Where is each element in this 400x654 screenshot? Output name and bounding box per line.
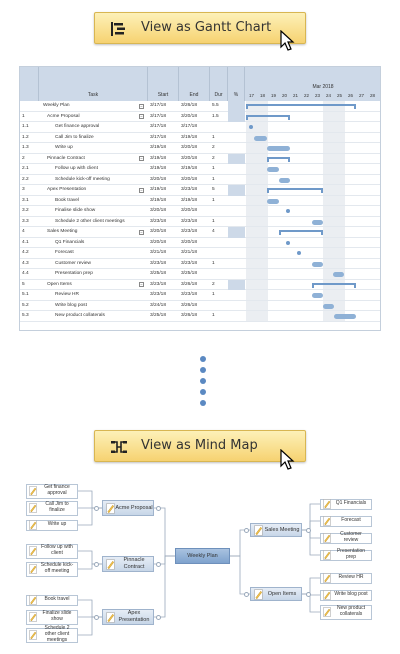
collapse-toggle[interactable]: −	[140, 156, 143, 161]
end-cell[interactable]: 3/19/18	[181, 197, 198, 203]
id-cell[interactable]: 4	[22, 229, 25, 234]
id-cell[interactable]: 4.3	[22, 260, 29, 266]
dur-cell[interactable]: 1.5	[212, 113, 219, 119]
mind-map-center-node[interactable]: Weekly Plan	[175, 548, 230, 564]
mouse-cursor-icon	[280, 449, 296, 471]
gantt-row[interactable]	[20, 259, 380, 270]
mind-map-leaf-node[interactable]	[320, 590, 372, 601]
connector-line	[302, 594, 320, 612]
expand-connector[interactable]	[94, 562, 99, 567]
mind-map-branch-node[interactable]	[102, 500, 154, 516]
leaf-label: Get finance approval	[44, 484, 70, 496]
branch-label: Sales Meeting	[264, 526, 300, 533]
mind-map-leaf-node[interactable]	[320, 573, 372, 584]
end-cell[interactable]: 3/20/18	[181, 145, 198, 150]
end-cell[interactable]: 3/23/18	[181, 260, 198, 266]
note-icon	[29, 612, 37, 622]
end-cell[interactable]: 3/26/18	[181, 281, 198, 287]
start-cell[interactable]: 3/23/18	[150, 281, 167, 287]
note-icon	[29, 630, 37, 640]
gantt-row[interactable]	[20, 185, 380, 196]
note-icon	[323, 607, 331, 617]
collapse-toggle[interactable]: −	[140, 229, 143, 235]
id-cell[interactable]: 2	[22, 155, 25, 161]
expand-connector[interactable]	[306, 528, 311, 533]
end-cell[interactable]: 3/26/18	[181, 103, 198, 108]
branch-label: Acme Proposal	[115, 504, 153, 511]
mind-map-branch-node[interactable]	[250, 587, 302, 601]
dur-cell[interactable]: 2	[212, 155, 215, 161]
task-bar[interactable]	[267, 167, 279, 172]
task-cell[interactable]: Book travel	[55, 197, 79, 203]
mouse-cursor-icon	[280, 30, 296, 52]
day-label: 17	[248, 93, 254, 98]
start-cell[interactable]: 3/17/18	[150, 103, 167, 108]
summary-bar-end	[267, 188, 269, 193]
mind-map-leaf-node[interactable]	[26, 625, 78, 643]
start-cell[interactable]: 3/17/18	[150, 124, 167, 129]
percent-cell[interactable]	[228, 280, 245, 291]
summary-bar-end	[288, 157, 290, 162]
ellipsis-dot	[200, 367, 206, 373]
end-cell[interactable]: 3/25/18	[181, 271, 198, 276]
expand-connector[interactable]	[156, 506, 161, 511]
day-label: 20	[281, 93, 287, 98]
start-cell[interactable]: 3/21/18	[150, 250, 167, 255]
start-cell[interactable]: 3/19/18	[150, 166, 167, 171]
mind-map-leaf-node[interactable]	[320, 550, 372, 561]
dur-cell[interactable]: 1	[212, 218, 215, 224]
task-bar[interactable]	[267, 199, 279, 204]
task-bar[interactable]	[267, 146, 290, 151]
id-cell[interactable]: 5.2	[22, 302, 29, 308]
connector-line	[230, 530, 250, 556]
collapse-toggle[interactable]: −	[140, 187, 143, 193]
connector-line	[154, 508, 175, 556]
expand-connector[interactable]	[306, 592, 311, 597]
day-label: 21	[292, 93, 298, 98]
task-cell[interactable]: Presentation prep	[55, 271, 93, 276]
task-bar[interactable]	[312, 262, 323, 267]
task-cell[interactable]: Weekly Plan	[43, 103, 70, 108]
note-icon	[106, 612, 115, 623]
column-header-id[interactable]	[20, 67, 39, 101]
task-bar[interactable]	[323, 304, 334, 309]
id-cell[interactable]: 5	[22, 281, 25, 287]
start-cell[interactable]: 3/23/18	[150, 218, 167, 224]
task-bar[interactable]	[254, 136, 267, 141]
dur-cell[interactable]	[212, 269, 228, 280]
percent-cell[interactable]	[228, 101, 245, 112]
summary-bar-end	[246, 104, 248, 109]
milestone-marker[interactable]	[286, 241, 290, 245]
gantt-row[interactable]	[20, 101, 380, 112]
connector-line	[78, 600, 102, 617]
mind-map-leaf-node[interactable]	[26, 562, 78, 577]
note-icon	[254, 589, 263, 600]
task-bar[interactable]	[279, 178, 290, 183]
percent-cell[interactable]	[228, 154, 245, 165]
dur-cell[interactable]: 1	[212, 134, 215, 140]
task-cell[interactable]: Call Jim to finalize	[55, 134, 94, 140]
dur-cell[interactable]: 1	[212, 166, 215, 171]
summary-bar[interactable]	[267, 188, 323, 190]
summary-bar-end	[279, 230, 281, 235]
task-cell[interactable]: Schedule 2 other client meetings	[55, 218, 125, 224]
end-cell[interactable]: 3/20/18	[181, 176, 198, 182]
milestone-marker[interactable]	[297, 251, 301, 255]
leaf-label: Write blog post	[334, 591, 368, 598]
expand-connector[interactable]	[94, 615, 99, 620]
summary-bar[interactable]	[246, 104, 356, 106]
collapse-toggle[interactable]: −	[140, 114, 143, 119]
dur-cell[interactable]: 5	[212, 187, 215, 192]
mind-map-leaf-node[interactable]	[26, 610, 78, 625]
dur-cell[interactable]	[212, 206, 228, 217]
day-label: 28	[369, 93, 375, 98]
mind-map-leaf-node[interactable]	[320, 516, 372, 527]
dur-cell[interactable]: 1	[212, 176, 215, 182]
note-icon	[323, 533, 331, 543]
connector-line	[230, 556, 250, 594]
note-icon	[254, 525, 263, 536]
day-label: 18	[259, 93, 265, 98]
mind-map-leaf-node[interactable]	[320, 605, 372, 620]
mind-map-leaf-node[interactable]	[320, 533, 372, 544]
connector-line	[78, 491, 102, 508]
leaf-label: Schedule 2 other client meetings	[44, 625, 70, 643]
connector-line	[302, 530, 320, 538]
note-icon	[29, 520, 37, 530]
note-icon	[323, 499, 331, 509]
gantt-chart	[19, 66, 381, 331]
leaf-label: Book travel	[44, 596, 70, 603]
gantt-row[interactable]	[20, 175, 380, 186]
id-cell[interactable]: 1	[22, 113, 25, 119]
task-bar[interactable]	[312, 220, 323, 225]
day-label: 26	[347, 93, 353, 98]
leaf-label: Follow up with client	[41, 544, 73, 556]
month-label: Mar 2018	[312, 84, 334, 90]
leaf-label: New product collaterals	[336, 605, 366, 617]
mind-map-icon	[109, 437, 129, 457]
day-label: 25	[336, 93, 342, 98]
summary-bar-end	[288, 115, 290, 120]
mind-map-branch-node[interactable]	[102, 556, 154, 572]
leaf-label: Call Jim to finalize	[45, 501, 69, 513]
id-cell[interactable]: 1.3	[22, 145, 29, 150]
end-cell[interactable]: 3/23/18	[181, 187, 198, 192]
id-cell[interactable]	[22, 101, 39, 112]
id-cell[interactable]: 3	[22, 187, 25, 192]
gantt-row[interactable]	[20, 196, 380, 207]
note-icon	[29, 564, 37, 574]
id-cell[interactable]: 4.1	[22, 239, 29, 245]
summary-bar[interactable]	[312, 283, 356, 285]
connector-line	[302, 578, 320, 594]
column-header-start[interactable]: Start	[148, 67, 179, 101]
dur-cell[interactable]: 1	[212, 197, 215, 203]
task-cell[interactable]: Customer review	[55, 260, 91, 266]
start-cell[interactable]: 3/19/18	[150, 187, 167, 192]
start-cell[interactable]: 3/25/18	[150, 313, 167, 318]
start-cell[interactable]: 3/19/18	[150, 145, 167, 150]
leaf-label: Write up	[47, 521, 67, 528]
leaf-label: Schedule kick-off meeting	[40, 562, 74, 574]
mind-map-leaf-node[interactable]	[26, 544, 78, 559]
id-cell[interactable]: 2.2	[22, 176, 29, 182]
task-cell[interactable]: Acme Proposal	[47, 113, 80, 119]
ellipsis-dot	[200, 400, 206, 406]
end-cell[interactable]: 3/17/18	[181, 124, 198, 129]
summary-bar-end	[312, 283, 314, 288]
mind-map-leaf-node[interactable]	[26, 501, 78, 516]
gantt-row[interactable]	[20, 112, 380, 123]
summary-bar[interactable]	[246, 115, 290, 117]
gantt-header	[20, 67, 380, 101]
milestone-marker[interactable]	[286, 209, 290, 213]
summary-bar-end	[354, 104, 356, 109]
end-cell[interactable]: 3/21/18	[181, 250, 198, 255]
end-cell[interactable]: 3/19/18	[181, 134, 198, 140]
end-cell[interactable]: 3/20/18	[181, 239, 198, 245]
start-cell[interactable]: 3/19/18	[150, 197, 167, 203]
start-cell[interactable]: 3/24/18	[150, 302, 167, 308]
day-label: 23	[314, 93, 320, 98]
connector-line	[302, 530, 320, 555]
task-cell[interactable]: Follow up with client	[55, 166, 98, 171]
day-label: 22	[303, 93, 309, 98]
dur-cell[interactable]: 2	[212, 281, 215, 287]
start-cell[interactable]: 3/19/18	[150, 155, 167, 161]
task-bar[interactable]	[333, 272, 344, 277]
mind-map-leaf-node[interactable]	[26, 520, 78, 531]
gantt-row[interactable]	[20, 206, 380, 217]
view-as-mind-map-button[interactable]	[94, 430, 306, 462]
end-cell[interactable]: 3/20/18	[181, 155, 198, 161]
leaf-label: Customer review	[340, 531, 362, 543]
task-cell[interactable]: Open Items	[47, 281, 72, 287]
end-cell[interactable]: 3/23/18	[181, 292, 198, 297]
note-icon	[106, 503, 115, 514]
summary-bar[interactable]	[279, 230, 323, 232]
mind-map-leaf-node[interactable]	[26, 484, 78, 499]
column-header-pct[interactable]: %	[228, 67, 245, 101]
gantt-row[interactable]	[20, 227, 380, 238]
leaf-label: Review HR	[338, 574, 364, 581]
note-icon	[29, 595, 37, 605]
dur-cell[interactable]: 1	[212, 260, 215, 266]
end-cell[interactable]: 3/20/18	[181, 113, 198, 119]
task-cell[interactable]: Pinnacle Contract	[47, 155, 85, 161]
day-label: 27	[358, 93, 364, 98]
summary-bar-end	[267, 157, 269, 162]
task-cell[interactable]: Write blog post	[55, 302, 87, 308]
start-cell[interactable]: 3/20/18	[150, 208, 167, 213]
gantt-row[interactable]	[20, 122, 380, 133]
task-cell[interactable]: Apex Presentation	[47, 187, 87, 192]
dur-cell[interactable]: 5.5	[212, 103, 219, 108]
end-cell[interactable]: 3/19/18	[181, 166, 198, 171]
end-cell[interactable]: 3/23/18	[181, 218, 198, 224]
branch-label: Open Items	[267, 590, 297, 597]
mind-map-branch-node[interactable]	[102, 609, 154, 625]
connector-line	[302, 521, 320, 530]
leaf-label: Forecast	[341, 517, 361, 524]
note-icon	[106, 559, 115, 570]
expand-connector[interactable]	[156, 562, 161, 567]
leaf-label: Presentation prep	[336, 548, 366, 560]
task-cell[interactable]: Sales Meeting	[47, 229, 78, 234]
task-cell[interactable]: Write up	[55, 145, 73, 150]
summary-bar-end	[246, 115, 248, 120]
id-cell[interactable]: 4.4	[22, 271, 29, 276]
percent-cell[interactable]	[228, 112, 245, 123]
task-cell[interactable]: Forecast	[55, 250, 74, 255]
start-cell[interactable]: 3/23/18	[150, 292, 167, 297]
note-icon	[323, 573, 331, 583]
view-as-gantt-chart-button[interactable]	[94, 12, 306, 44]
start-cell[interactable]: 3/20/18	[150, 239, 167, 245]
note-icon	[323, 550, 331, 560]
gantt-row[interactable]	[20, 164, 380, 175]
gantt-row[interactable]	[20, 217, 380, 228]
column-header-end[interactable]: End	[179, 67, 210, 101]
task-cell[interactable]: New product collaterals	[55, 313, 105, 318]
summary-bar-end	[354, 283, 356, 288]
gantt-row[interactable]	[20, 280, 380, 291]
mind-map-branch-node[interactable]	[250, 523, 302, 537]
task-bar[interactable]	[312, 293, 323, 298]
leaf-label: Q1 Financials	[335, 500, 367, 507]
gantt-chart-icon	[109, 19, 129, 39]
gantt-row[interactable]	[20, 143, 380, 154]
dur-cell[interactable]	[212, 248, 228, 259]
id-cell[interactable]: 3.3	[22, 218, 29, 224]
milestone-marker[interactable]	[249, 125, 253, 129]
mind-map-leaf-node[interactable]	[26, 595, 78, 606]
ellipsis-dot	[200, 389, 206, 395]
gantt-row[interactable]	[20, 248, 380, 259]
start-cell[interactable]: 3/17/18	[150, 113, 167, 119]
end-cell[interactable]: 3/20/18	[181, 208, 198, 213]
day-label: 24	[325, 93, 331, 98]
expand-connector[interactable]	[156, 615, 161, 620]
start-cell[interactable]: 3/20/18	[150, 229, 167, 234]
id-cell[interactable]: 1.2	[22, 134, 29, 140]
branch-label: Apex Presentation	[118, 610, 150, 623]
dur-cell[interactable]: 1	[212, 313, 215, 318]
collapse-toggle[interactable]: −	[140, 282, 143, 287]
gantt-row[interactable]	[20, 238, 380, 249]
task-cell[interactable]: Review HR	[55, 292, 79, 297]
column-header-task[interactable]: Task	[39, 67, 148, 101]
start-cell[interactable]: 3/25/18	[150, 271, 167, 276]
mind-map-leaf-node[interactable]	[320, 499, 372, 510]
column-header-dur[interactable]: Dur	[210, 67, 228, 101]
task-cell[interactable]: Get finance approval	[55, 124, 100, 129]
dur-cell[interactable]	[212, 122, 228, 133]
note-icon	[29, 503, 37, 513]
connector-line	[78, 508, 102, 525]
dur-cell[interactable]: 2	[212, 145, 215, 150]
mind-map	[20, 476, 382, 646]
summary-bar[interactable]	[267, 157, 290, 159]
id-cell[interactable]: 5.1	[22, 292, 29, 297]
task-cell[interactable]: Schedule kick-off meeting	[55, 176, 110, 182]
ellipsis-dot	[200, 356, 206, 362]
note-icon	[29, 546, 37, 556]
task-cell[interactable]: Q1 Financials	[55, 239, 85, 245]
dur-cell[interactable]: 4	[212, 229, 215, 234]
summary-bar-end	[321, 188, 323, 193]
note-icon	[29, 486, 37, 496]
task-cell[interactable]: Finalise slide show	[55, 208, 96, 213]
start-cell[interactable]: 3/23/18	[150, 260, 167, 266]
start-cell[interactable]: 3/17/18	[150, 134, 167, 140]
end-cell[interactable]: 3/26/18	[181, 313, 198, 318]
day-label: 19	[270, 93, 276, 98]
note-icon	[323, 516, 331, 526]
gantt-row[interactable]	[20, 290, 380, 301]
summary-bar-end	[321, 230, 323, 235]
dur-cell[interactable]: 1	[212, 292, 215, 297]
id-cell[interactable]: 4.2	[22, 250, 29, 255]
task-bar[interactable]	[334, 314, 356, 319]
gantt-row[interactable]	[20, 301, 380, 312]
end-cell[interactable]: 3/23/18	[181, 229, 198, 234]
connector-line	[302, 504, 320, 530]
gantt-row[interactable]	[20, 269, 380, 280]
percent-cell[interactable]	[228, 227, 245, 238]
id-cell[interactable]: 3.1	[22, 197, 29, 203]
id-cell[interactable]: 1.1	[22, 124, 29, 129]
id-cell[interactable]: 3.2	[22, 208, 29, 213]
gantt-row[interactable]	[20, 133, 380, 144]
dur-cell[interactable]	[212, 238, 228, 249]
end-cell[interactable]: 3/26/18	[181, 302, 198, 308]
id-cell[interactable]: 5.3	[22, 313, 29, 318]
collapse-toggle[interactable]: −	[140, 103, 143, 109]
branch-label: Pinnacle Contract	[123, 557, 145, 570]
start-cell[interactable]: 3/20/18	[150, 176, 167, 182]
note-icon	[323, 590, 331, 600]
expand-connector[interactable]	[94, 506, 99, 511]
percent-cell[interactable]	[228, 185, 245, 196]
leaf-label: Finalize slide show	[42, 610, 72, 622]
gantt-button-label: View as Gantt Chart	[141, 20, 272, 35]
connector-line	[78, 617, 102, 635]
expand-connector[interactable]	[244, 592, 249, 597]
gantt-row[interactable]	[20, 311, 380, 322]
ellipsis-dot	[200, 378, 206, 384]
expand-connector[interactable]	[244, 528, 249, 533]
id-cell[interactable]: 2.1	[22, 166, 29, 171]
gantt-row[interactable]	[20, 154, 380, 165]
dur-cell[interactable]	[212, 301, 228, 312]
mind-map-button-label: View as Mind Map	[141, 438, 258, 453]
